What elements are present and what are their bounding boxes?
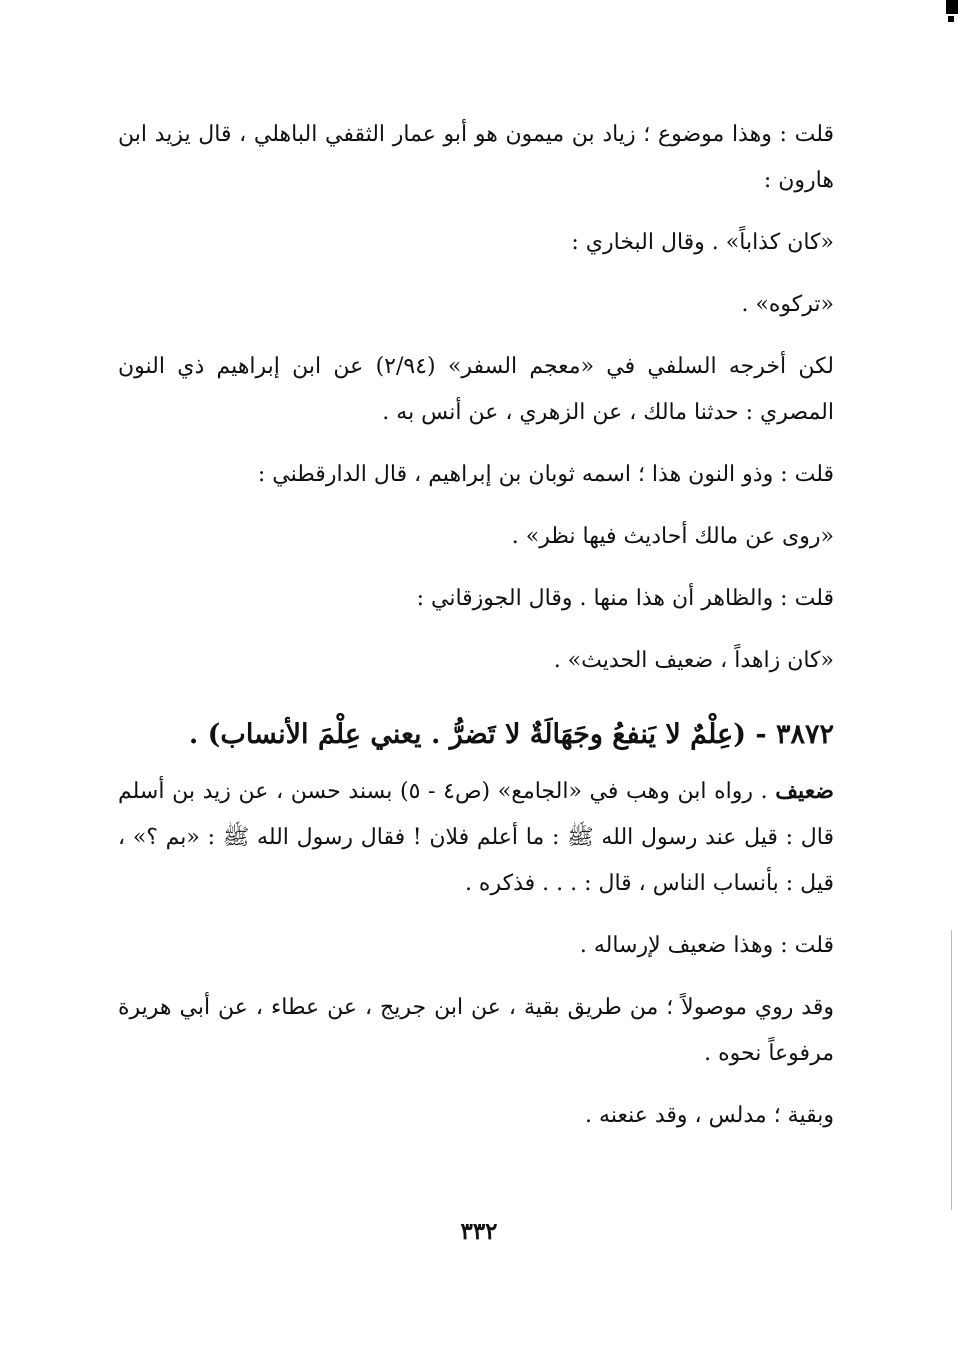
paragraph-7: وبقية ؛ مدلس ، وقد عنعنه . bbox=[585, 1103, 834, 1128]
quote-4: «كان زاهداً ، ضعيف الحديث» . bbox=[553, 648, 834, 673]
grading-paragraph bbox=[118, 768, 834, 907]
paragraph-3: قلت : وذو النون هذا ؛ اسمه ثوبان بن إبراهيم ، قال الدارقطني : bbox=[257, 462, 834, 487]
grading-label: ضعيف bbox=[775, 778, 834, 804]
grading-text: . رواه ابن وهب في «الجامع» (ص٤ - ٥) بسند حسن ، عن زيد بن أسلم قال : قيل عند رسول الله ﷺ : ما أعلم فلان ! فقال رسول الله ﷺ : «بم ؟» ، قيل : بأنساب الناس ، قال : . . . فذكره . bbox=[118, 779, 834, 896]
paragraph-1: قلت : وهذا موضوع ؛ زياد بن ميمون هو أبو عمار الثقفي الباهلي ، قال يزيد ابن هارون : bbox=[118, 122, 834, 193]
paragraph-6: وقد روي موصولاً ؛ من طريق بقية ، عن ابن جريج ، عن عطاء ، عن أبي هريرة مرفوعاً نحوه . bbox=[118, 995, 834, 1066]
scan-corner-mark bbox=[946, 0, 958, 14]
hadith-heading: ٣٨٧٢ - (عِلْمٌ لا يَنفعُ وجَهَالَةٌ لا تَضرُّ . يعني عِلْمَ الأنساب) . bbox=[188, 719, 834, 750]
quote-1: «كان كذاباً» . وقال البخاري : bbox=[571, 230, 834, 255]
scan-corner-dot bbox=[948, 16, 954, 22]
paragraph-4: قلت : والظاهر أن هذا منها . وقال الجوزقاني : bbox=[416, 586, 834, 611]
quote-3: «روى عن مالك أحاديث فيها نظر» . bbox=[511, 524, 834, 549]
page-body bbox=[118, 112, 834, 1139]
paragraph-5: قلت : وهذا ضعيف لإرساله . bbox=[579, 933, 834, 958]
page-number: ٣٣٢ bbox=[460, 1218, 498, 1245]
paragraph-2: لكن أخرجه السلفي في «معجم السفر» (٢/٩٤) عن ابن إبراهيم ذي النون المصري : حدثنا مالك ، عن الزهري ، عن أنس به . bbox=[118, 354, 834, 425]
quote-2: «تركوه» . bbox=[741, 292, 834, 317]
scan-edge-line bbox=[951, 930, 952, 1210]
